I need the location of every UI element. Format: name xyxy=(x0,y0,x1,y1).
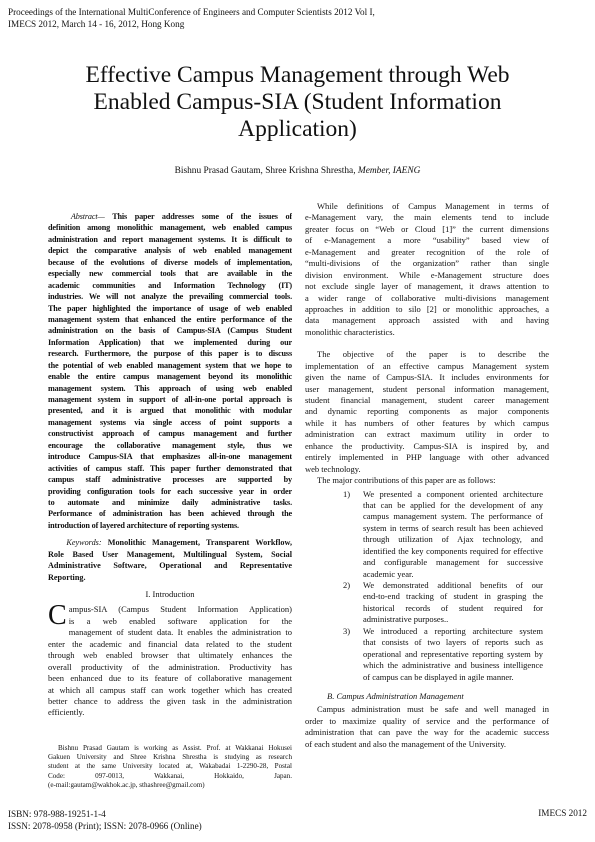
intro-line: enter the academic and financial data related to the student xyxy=(48,638,292,649)
objective-line: and dynamic reporting components as major components xyxy=(305,406,549,417)
introduction-text xyxy=(48,600,292,718)
footnote-line: (e-mail:gautam@wakhok.ac.jp, sthashree@gmail.com) xyxy=(48,780,205,789)
paragraph-campus-admin xyxy=(305,704,549,750)
right-column xyxy=(305,201,549,750)
objective-line: while it has numbers of other features by which campus xyxy=(305,417,549,428)
abstract xyxy=(48,211,292,531)
list-item-line: which the administrative and business intelligence xyxy=(363,660,543,671)
list-item-number: 3) xyxy=(343,625,351,636)
definitions-line: greater focus on “Web or Cloud [1]” the current dimensions xyxy=(305,223,549,234)
objective-line: student financial management, student career management xyxy=(305,395,549,405)
abstract-line: Performance of administration has been achieved through the xyxy=(48,509,292,519)
footnote-line: Gakuen University and Shree Krishna Shrestha is studying as research xyxy=(48,753,292,762)
abstract-line: because of the evolutions of diverse models of implementation, xyxy=(48,257,292,267)
intro-line: efficiently. xyxy=(48,707,85,718)
keywords-line: Administrative Software, Operational and Representative xyxy=(48,561,292,571)
objective-line: entirely implemented in PHP language with other advanced xyxy=(305,452,549,463)
abstract-line: management system that enhanced the entire performance of the xyxy=(48,314,292,324)
paper-title xyxy=(40,62,555,143)
definitions-line: While definitions of Campus Management in terms of xyxy=(317,201,549,211)
running-header-line1: Proceedings of the International MultiConference of Engineers and Computer Scientists 2012 Vol I, xyxy=(8,7,375,17)
list-item-line: of campus can be displayed in agile manner. xyxy=(363,671,514,682)
abstract-line: to automate and minimize daily administrative tasks. xyxy=(48,497,292,507)
abstract-line: activities of campus staff. This paper further demonstrated that xyxy=(48,463,292,473)
abstract-line: introduction of layered architecture of reporting systems. xyxy=(48,520,239,530)
abstract-line: management system in support of all-in-one portal approach is xyxy=(48,395,292,404)
footnote-line: Code: 097-0013, Wakkanai, Hokkaido, Japan. xyxy=(48,771,292,780)
definitions-line: e-Management vary, the main elements tend to include xyxy=(305,212,549,223)
footer-issn: ISSN: 2078-0958 (Print); ISSN: 2078-0966 (Online) xyxy=(8,821,202,831)
list-item-number: 2) xyxy=(343,580,351,590)
author-names: Bishnu Prasad Gautam, Shree Krishna Shrestha, xyxy=(174,166,358,176)
definitions-line: of e-Management a more “usability” based view of xyxy=(305,235,549,246)
keywords-line xyxy=(48,537,292,548)
objective-line: enhance the productivity. Campus-SIA is inspired by, and xyxy=(305,440,549,451)
campus-admin-line: administration that can pave the way for the academic success xyxy=(305,727,549,738)
abstract-lead: Abstract— xyxy=(48,212,113,221)
list-item-line: that can be applied for the development of any xyxy=(363,499,543,510)
abstract-line: presented, and it is argued that monolithic with modular xyxy=(48,406,292,416)
running-header-line2: IMECS 2012, March 14 - 16, 2012, Hong Kong xyxy=(8,18,185,29)
author-role: Member, IAENG xyxy=(357,166,421,176)
abstract-line: introduce Campus-SIA that emphasizes all-in-one management xyxy=(48,452,292,462)
abstract-line: Information Application) that we implemented during our xyxy=(48,337,292,347)
abstract-line: administration on the basis of Campus-SIA (Campus Student xyxy=(48,326,292,336)
title-line3: Application) xyxy=(238,116,357,142)
list-item-line: end-to-end tracking of student in grasping the xyxy=(363,591,543,602)
footnote-line: student at the same University located at, Wakabadai 1-2290-28, Postal xyxy=(48,762,292,771)
objective-line: given the name of Campus-SIA. It includes environments for xyxy=(305,372,549,383)
footnote-line: Bishnu Prasad Gautam is working as Assist. Prof. at Wakkanai Hokusei xyxy=(58,744,292,752)
abstract-first-text: This paper addresses some of the issues of xyxy=(112,212,292,221)
footer-conference: IMECS 2012 xyxy=(538,808,587,818)
list-item xyxy=(343,626,543,683)
footnote xyxy=(48,744,292,790)
keywords-lead: Keywords: xyxy=(48,538,108,548)
abstract-line: management system. This approach of using web enabled xyxy=(48,383,292,393)
list-item-line: historical records of student required for xyxy=(363,602,543,613)
list-item-line: academic year. xyxy=(363,568,414,579)
objective-line: implementation of an effective campus Management system xyxy=(305,360,549,371)
footer-isbn: ISBN: 978-988-19251-1-4 xyxy=(8,809,106,819)
title-line1: Effective Campus Management through Web xyxy=(85,62,510,88)
keywords-line: Reporting. xyxy=(48,572,86,582)
objective-line: administration can extract maximum utility in order to xyxy=(305,429,549,440)
list-item-line: and configurable management for successive xyxy=(363,557,543,568)
list-item-line: campus management system. The performance of xyxy=(363,511,543,522)
definitions-line: e-Management and greater recognition of the role of xyxy=(305,246,549,257)
keywords-line: Role Based User Management, Multilingual System, Social xyxy=(48,549,292,559)
list-item-line: administrative purposes.. xyxy=(363,614,449,625)
abstract-line: industries. We will not analyze the prevailing commercial tools. xyxy=(48,292,292,302)
paragraph-objective xyxy=(305,349,549,475)
abstract-line: especially new commercial tools that are available in the xyxy=(48,269,292,279)
contributions-list xyxy=(343,489,549,683)
list-item-line: We introduced a reporting architecture system xyxy=(363,625,543,636)
definitions-line: a wider range of collaborative multi-divisions management xyxy=(305,292,549,303)
objective-line: web technology. xyxy=(305,463,361,474)
abstract-line: encourage the collaborative management style, thus we xyxy=(48,440,292,450)
drop-cap: C xyxy=(48,600,67,632)
list-item-number: 1) xyxy=(343,488,351,499)
abstract-line: management systems via single access of point supports a xyxy=(48,417,292,427)
campus-admin-line: order to maximize quality of service and the performance of xyxy=(305,715,549,726)
intro-line: overall productivity of the administration. Productivity has xyxy=(48,661,292,672)
contributions-intro: The major contributions of this paper are as follows: xyxy=(317,475,496,486)
list-item-line: We demonstrated additional benefits of our xyxy=(363,580,543,590)
abstract-line: depict the comparative analysis of web enabled management xyxy=(48,246,292,256)
definitions-line: not exclude single layer of management, it draws attention to xyxy=(305,281,549,292)
list-item-line: operational and representative reporting system by xyxy=(363,648,543,659)
footer-identifiers xyxy=(8,808,202,832)
subsection-heading: B. Campus Administration Management xyxy=(327,690,464,701)
intro-line: is a web enabled software application for the xyxy=(68,615,292,626)
abstract-line: providing configuration tools for each successive year in order xyxy=(48,486,292,496)
abstract-line: administration and report management systems. It is difficult to xyxy=(48,234,292,244)
intro-line: ampus-SIA (Campus Student Information Application) xyxy=(68,604,292,615)
list-item-line: system in terms of search result has been achieved xyxy=(363,522,543,533)
objective-line: user management, student personal information management, xyxy=(305,383,549,394)
abstract-line: definition among monolithic management, web enabled campus xyxy=(48,223,292,233)
abstract-line xyxy=(48,211,292,222)
definitions-line: monolithic characteristics. xyxy=(305,326,395,337)
intro-line: through web enabled browser that ultimately enhances the xyxy=(48,650,292,661)
abstract-line: enable the entire campus management beyond its monolithic xyxy=(48,372,292,382)
title-line2: Enabled Campus-SIA (Student Information xyxy=(93,89,502,115)
left-column xyxy=(48,211,292,719)
abstract-line: academic communities and Information Technology (IT) xyxy=(48,280,292,290)
paragraph-definitions xyxy=(305,201,549,338)
definitions-line: “multi-divisions of the organization” rather than single xyxy=(305,258,549,269)
campus-admin-line: Campus administration must be safe and well managed in xyxy=(317,704,549,715)
abstract-line: the potential of web enabled management system that we hope to xyxy=(48,360,292,370)
intro-line: better chance to address the given task in the administration xyxy=(48,695,292,706)
keywords-first-text: Monolithic Management, Transparent Workflow, xyxy=(107,538,292,548)
intro-line: management of student data. It enables the administration to xyxy=(68,627,292,638)
definitions-line: approaches in addition to silo [2] or monolithic approaches, a xyxy=(305,303,549,314)
abstract-line: research. Furthermore, the purpose of this paper is to discuss xyxy=(48,349,292,359)
intro-line: been enhanced due to its feature of collaborative management xyxy=(48,673,292,684)
list-item xyxy=(343,580,543,626)
abstract-line: constructivist approach of campus management and further xyxy=(48,429,292,439)
list-item-line: identified the key components required for effective xyxy=(363,545,543,556)
abstract-line: The paper highlighted the importance of usage of web enabled xyxy=(48,303,292,313)
keywords xyxy=(48,537,292,583)
list-item-line: through utilization of Ajax technology, and xyxy=(363,534,543,545)
author-line xyxy=(40,166,555,176)
definitions-line: data management approach assisted with and having xyxy=(305,315,549,326)
list-item-line: We presented a component oriented architecture xyxy=(363,488,543,499)
list-item-line: that consists of two layers of reports such as xyxy=(363,637,543,648)
section-heading-introduction: I. Introduction xyxy=(145,589,195,599)
list-item xyxy=(343,489,543,581)
intro-line: at which all campus staff can work together which has created xyxy=(48,684,292,695)
running-header xyxy=(8,7,488,30)
campus-admin-line: of each student and also the management of the University. xyxy=(305,738,507,749)
abstract-line: campus staff administrative processes are supported by xyxy=(48,475,292,485)
objective-line: The objective of the paper is to describe the xyxy=(317,349,549,360)
definitions-line: division environment. While e-Management structure does xyxy=(305,269,549,280)
